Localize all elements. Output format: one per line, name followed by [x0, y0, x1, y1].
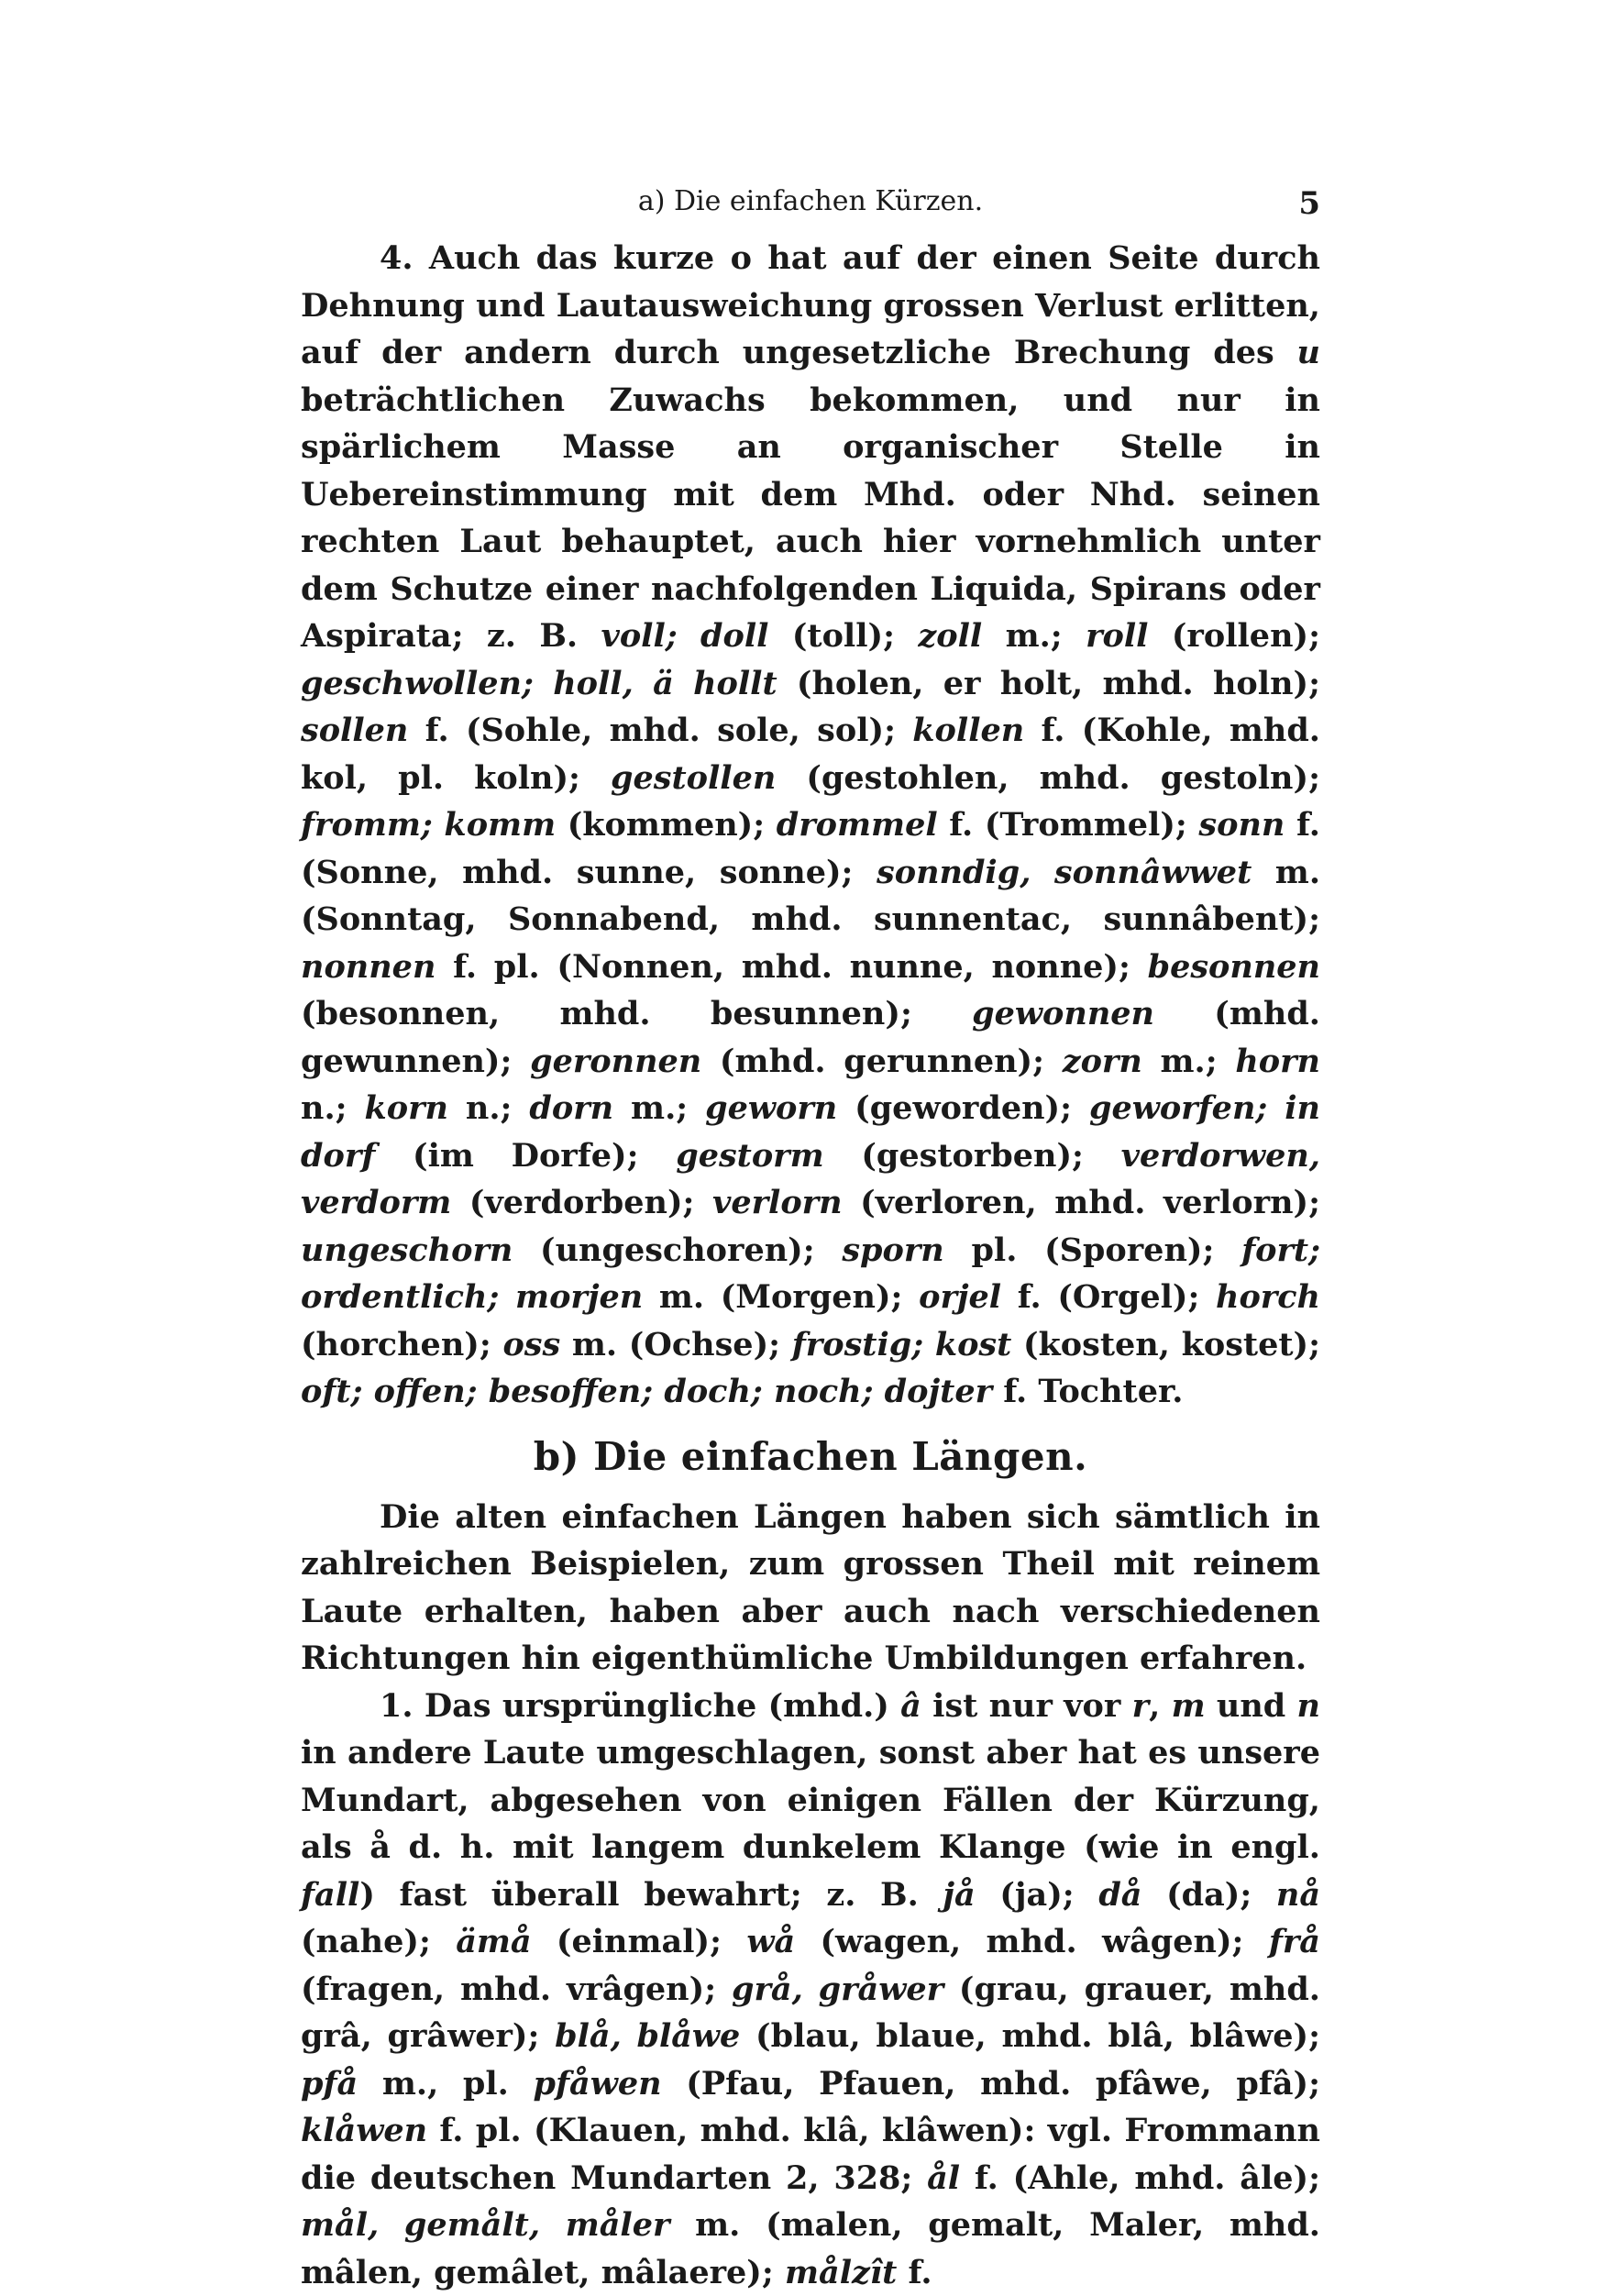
example-gloss: m. (Morgen); — [643, 1278, 919, 1316]
example-word: fromm; komm — [301, 806, 556, 844]
example-word: n — [1297, 1687, 1320, 1725]
text-run: ) fast überall bewahrt; z. B. — [359, 1876, 943, 1914]
text-run: (nahe); — [301, 1923, 456, 1960]
para4-intro: 4. Auch das kurze o hat auf der einen Seite durch Dehnung und Lautausweichung grossen Verlust erlitten, auf der andern durch ungesetzliche Brechung des — [301, 239, 1320, 371]
example-word: r — [1132, 1687, 1149, 1725]
example-word: geworfen; in dorf — [301, 1089, 1320, 1175]
example-word: â — [900, 1687, 921, 1725]
example-word: zorn — [1063, 1043, 1142, 1080]
example-word: kollen — [912, 712, 1024, 749]
example-word: horn — [1235, 1043, 1320, 1080]
example-word: målzît — [785, 2254, 897, 2291]
example-word: gestollen — [611, 759, 776, 797]
example-gloss: (verloren, mhd. verlorn); — [843, 1184, 1320, 1221]
example-word: blå, blåwe — [555, 2017, 740, 2055]
example-word: verdorwen, verdorm — [301, 1137, 1320, 1222]
example-word: ål — [927, 2159, 960, 2197]
text-run: (fragen, mhd. vrâgen); — [301, 1970, 732, 2008]
example-word: wå — [746, 1923, 795, 1960]
paragraph-4 — [301, 235, 1320, 1416]
example-word: frå — [1269, 1923, 1320, 1960]
example-gloss: (kosten, kostet); — [1011, 1326, 1320, 1363]
example-gloss: (horchen); — [301, 1326, 502, 1363]
example-word: orjel — [919, 1278, 1001, 1316]
example-gloss: f. (Trommel); — [938, 806, 1199, 844]
example-word: roll — [1086, 617, 1148, 655]
example-word: gewonnen — [972, 995, 1154, 1032]
text-run: (wagen, mhd. wâgen); — [795, 1923, 1269, 1960]
example-word: gestorm — [676, 1137, 823, 1175]
example-word: pfå — [301, 2065, 358, 2103]
example-gloss: m.; — [1142, 1043, 1236, 1080]
para4-examples — [301, 617, 1320, 1410]
text-run: d. h. mit langem dunkelem Klange (wie in engl. — [391, 1828, 1320, 1866]
example-gloss: (gestorben); — [824, 1137, 1121, 1175]
example-gloss: (kommen); — [556, 806, 777, 844]
example-gloss: (ungeschoren); — [513, 1231, 842, 1269]
example-gloss: (holen, er holt, mhd. holn); — [777, 665, 1320, 702]
example-word: sollen — [301, 712, 408, 749]
example-gloss: m.; — [613, 1089, 705, 1127]
example-word: zoll — [918, 617, 982, 655]
text-run: m. (malen, gemalt, Maler, mhd. mâlen, gemâlet, mâlaere); — [301, 2206, 1320, 2291]
running-title: a) Die einfachen Kürzen. — [301, 185, 1320, 217]
example-word: geronnen — [530, 1043, 701, 1080]
page — [301, 180, 1320, 2296]
example-word: dorn — [529, 1089, 613, 1127]
example-word: geworn — [705, 1089, 837, 1127]
example-gloss: f. (Sonne, mhd. sunne, sonne); — [301, 806, 1320, 891]
example-word: klåwen — [301, 2112, 427, 2149]
example-word: m — [1172, 1687, 1206, 1725]
example-gloss: (verdorben); — [451, 1184, 712, 1221]
example-word: voll; doll — [601, 617, 768, 655]
section-heading: b) Die einfachen Längen. — [301, 1434, 1320, 1479]
example-gloss: m. (Sonntag, Sonnabend, mhd. sunnentac, sunnâbent); — [301, 854, 1320, 939]
text-run: , — [1149, 1687, 1171, 1725]
para4-u: u — [1297, 334, 1320, 371]
text-run: (einmal); — [532, 1923, 747, 1960]
text-run: å — [369, 1828, 391, 1866]
example-word: nå — [1276, 1876, 1320, 1914]
example-gloss: (im Dorfe); — [375, 1137, 676, 1175]
example-word: verlorn — [712, 1184, 843, 1221]
example-gloss: (toll); — [768, 617, 918, 655]
paragraph-1 — [301, 1683, 1320, 2296]
text-run: f. pl. (Klauen, mhd. klâ, klâwen): vgl. Frommann die deutschen Mundarten 2, 328; — [301, 2112, 1320, 2197]
example-gloss: (besonnen, mhd. besunnen); — [301, 995, 972, 1032]
example-word: oss — [502, 1326, 560, 1363]
example-gloss: (gestohlen, mhd. gestoln); — [776, 759, 1320, 797]
example-gloss: f. (Kohle, mhd. kol, pl. koln); — [301, 712, 1320, 797]
section-b-intro: Die alten einfachen Längen haben sich sämtlich in zahlreichen Beispielen, zum grossen Theil mit reinem Laute erhalten, haben aber auch nach verschiedenen Richtungen hin eigenthümliche Umbildungen erfahren. — [301, 1494, 1320, 1683]
example-gloss: m. (Ochse); — [560, 1326, 792, 1363]
example-gloss: (mhd. gewunnen); — [301, 995, 1320, 1080]
example-word: jå — [943, 1876, 975, 1914]
example-word: nonnen — [301, 948, 436, 986]
text-run: 1. Das ursprüngliche (mhd.) — [380, 1687, 900, 1725]
text-run: m., pl. — [358, 2065, 533, 2103]
para4-rest: beträchtlichen Zuwachs bekommen, und nur in spärlichem Masse an organischer Stelle in Uebereinstimmung mit dem Mhd. oder Nhd. seinen rechten Laut behauptet, auch hier vornehmlich unter dem Schutze einer nachfolgenden Liquida, Spirans oder Aspirata; z. B. — [301, 381, 1320, 656]
text-run: ist nur vor — [921, 1687, 1132, 1725]
example-word: ungeschorn — [301, 1231, 513, 1269]
text-run: f. (Ahle, mhd. âle); — [960, 2159, 1320, 2197]
example-gloss: (rollen); — [1148, 617, 1320, 655]
example-gloss: (geworden); — [837, 1089, 1089, 1127]
text-run: (grau, grauer, mhd. grâ, grâwer); — [301, 1970, 1320, 2056]
example-word: besonnen — [1148, 948, 1320, 986]
example-word: ämå — [456, 1923, 531, 1960]
example-word: korn — [364, 1089, 447, 1127]
example-word: fort; ordentlich; morjen — [301, 1231, 1320, 1317]
example-gloss: pl. (Sporen); — [944, 1231, 1241, 1269]
example-word: sporn — [842, 1231, 943, 1269]
text-run: (Pfau, Pfauen, mhd. pfâwe, pfâ); — [662, 2065, 1320, 2103]
example-word: grå, gråwer — [732, 1970, 943, 2008]
example-gloss: f. pl. (Nonnen, mhd. nunne, nonne); — [436, 948, 1147, 986]
running-head — [301, 180, 1320, 235]
text-run: und — [1206, 1687, 1297, 1725]
example-word: mål, gemålt, måler — [301, 2206, 669, 2244]
example-word: horch — [1216, 1278, 1320, 1316]
example-word: sonn — [1198, 806, 1285, 844]
page-number: 5 — [1298, 185, 1320, 222]
example-gloss: f. (Sohle, mhd. sole, sol); — [408, 712, 912, 749]
example-word: frostig; kost — [792, 1326, 1012, 1363]
example-word: pfåwen — [534, 2065, 662, 2103]
text-run: (blau, blaue, mhd. blâ, blâwe); — [740, 2017, 1320, 2055]
example-gloss: f. Tochter. — [992, 1373, 1183, 1410]
text-run: f. — [897, 2254, 932, 2291]
example-word: då — [1098, 1876, 1141, 1914]
example-word: drommel — [777, 806, 938, 844]
example-word: fall — [301, 1876, 359, 1914]
example-word: geschwollen; holl, ä hollt — [301, 665, 777, 702]
text-run: (ja); — [976, 1876, 1099, 1914]
text-run: in andere Laute umgeschlagen, sonst aber hat es unsere Mundart, abgesehen von einigen Fällen der Kürzung, als — [301, 1734, 1320, 1866]
example-word: oft; offen; besoffen; doch; noch; dojter — [301, 1373, 992, 1410]
example-gloss: f. (Orgel); — [1001, 1278, 1216, 1316]
text-run: (da); — [1141, 1876, 1275, 1914]
example-gloss: n.; — [301, 1089, 364, 1127]
example-word: sonndig, sonnâwwet — [877, 854, 1252, 891]
example-gloss: m.; — [982, 617, 1086, 655]
example-gloss: n.; — [448, 1089, 529, 1127]
example-gloss: (mhd. gerunnen); — [701, 1043, 1062, 1080]
